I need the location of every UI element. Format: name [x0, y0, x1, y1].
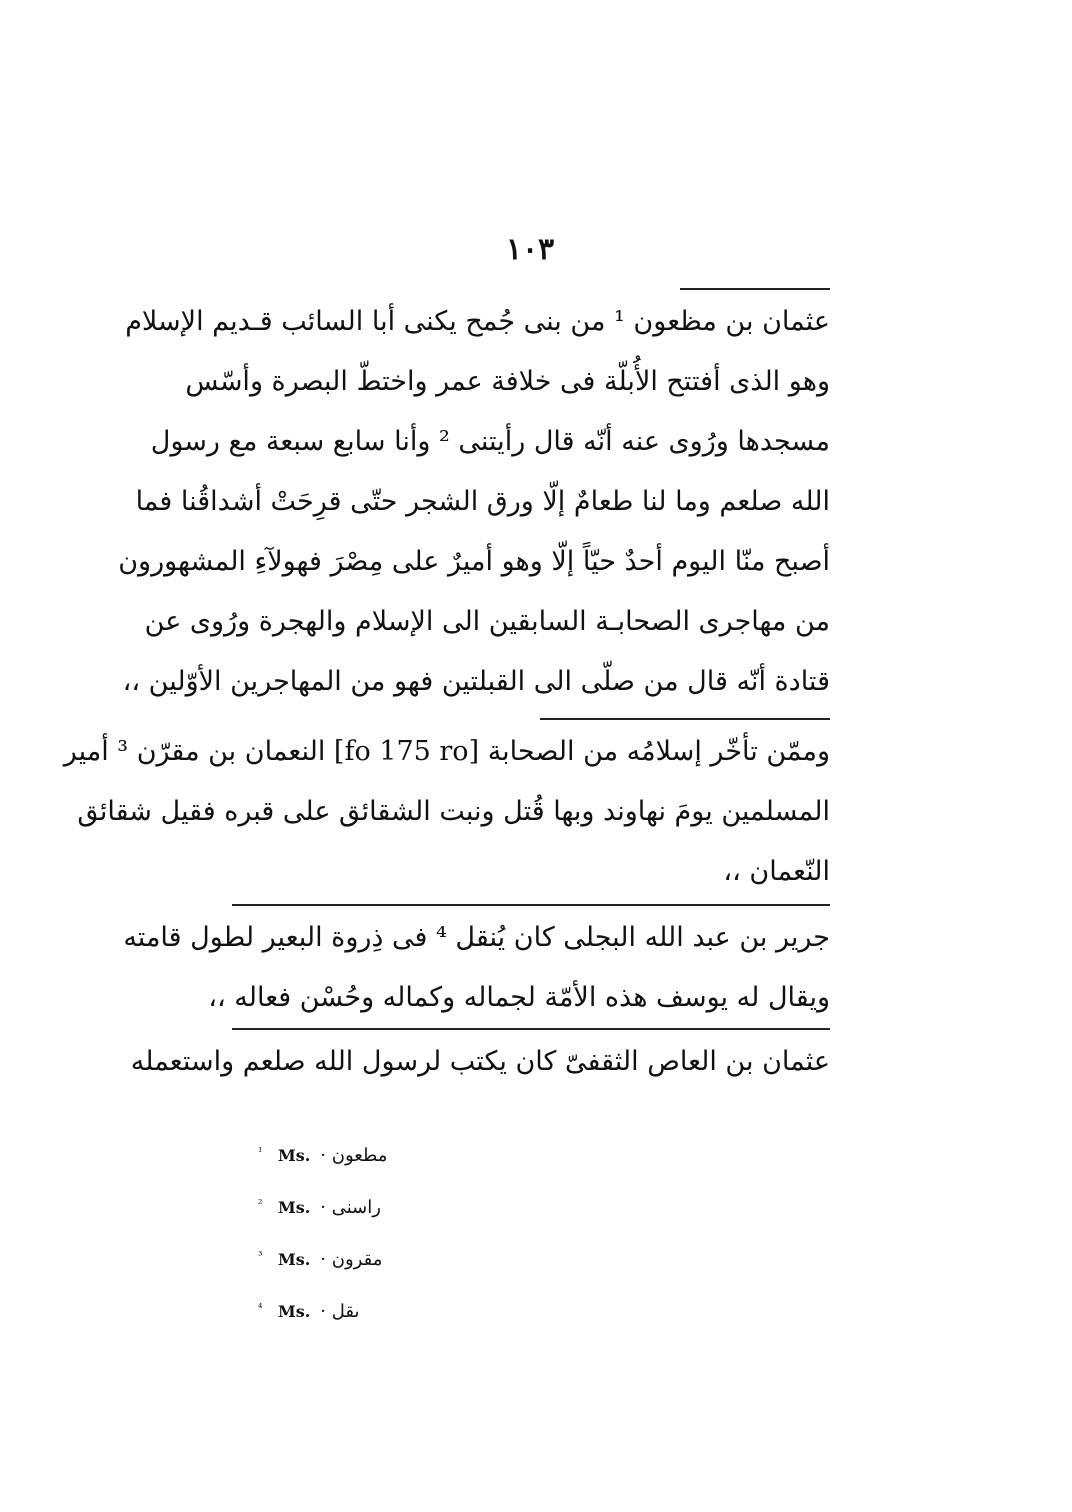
- text-line: جرير بن عبد الله البجلى كان يُنقل ⁴ فى ذِروة البعير لطول قامته: [123, 922, 830, 953]
- paragraph-numan-ibn-muqarrin: [63, 722, 830, 902]
- footnotes: [258, 1145, 558, 1353]
- footnote-number: ³: [258, 1249, 263, 1262]
- footnote-reading: ىقل ·: [320, 1301, 360, 1322]
- footnote-ms: Ms.: [278, 1250, 311, 1269]
- header-rule: [680, 288, 830, 290]
- footnote-reading: مقرون ·: [320, 1249, 383, 1270]
- paragraph-jarir-al-bajali: [123, 908, 830, 1028]
- text-line: عثمان بن مظعون ¹ من بنى جُمح يكنى أبا السائب قـديم الإسلام: [125, 306, 830, 337]
- section-rule: [232, 904, 830, 906]
- section-rule: [540, 718, 830, 720]
- text-line: وممّن تأخّر إسلامُه من الصحابة [fo 175 ro] النعمان بن مقرّن ³ أمير: [63, 736, 830, 767]
- text-line: قتادة أنّه قال من صلّى الى القبلتين فهو من المهاجرين الأوّلين ،،: [122, 666, 830, 697]
- text-line: أصبح منّا اليوم أحدٌ حيّاً إلّا وهو أميرٌ على مِصْرَ فهولآءِ المشهورون: [118, 546, 830, 577]
- footnote-ms: Ms.: [278, 1302, 311, 1321]
- text-line: من مهاجرى الصحابـة السابقين الى الإسلام والهجرة ورُوى عن: [144, 606, 830, 637]
- text-line: وهو الذى أفتتح الأُبلّة فى خلافة عمر واختطّ البصرة وأسّس: [185, 366, 830, 397]
- footnote-number: ⁴: [258, 1301, 263, 1314]
- text-line: مسجدها ورُوى عنه أنّه قال رأيتنى ² وأنا سابع سبعة مع رسول: [150, 426, 830, 457]
- page-number: ١٠٣: [505, 232, 555, 267]
- paragraph-uthman-ibn-al-as: [130, 1032, 830, 1092]
- text-line: عثمان بن العاص الثقفىّ كان يكتب لرسول الله صلعم واستعمله: [130, 1046, 830, 1077]
- text-line: الله صلعم وما لنا طعامٌ إلّا ورق الشجر حتّى قرِحَتْ أشداقُنا فما: [135, 486, 830, 517]
- footnote-number: ¹: [258, 1145, 263, 1158]
- footnote-number: ²: [258, 1197, 263, 1210]
- footnote: [258, 1145, 558, 1197]
- text-line: النّعمان ،،: [723, 856, 830, 887]
- footnote-ms: Ms.: [278, 1146, 311, 1165]
- footnote-reading: راسنى ·: [320, 1197, 381, 1218]
- footnote-reading: مطعون ·: [320, 1145, 388, 1166]
- text-line: ويقال له يوسف هذه الأمّة لجماله وكماله وحُسْن فعاله ،،: [208, 982, 830, 1013]
- footnote-ms: Ms.: [278, 1198, 311, 1217]
- text-line: المسلمين يومَ نهاوند وبها قُتل ونبت الشقائق على قبره فقيل شقائق: [77, 796, 830, 827]
- paragraph-uthman-ibn-mazun: [118, 292, 830, 712]
- section-rule: [232, 1028, 830, 1030]
- footnote: [258, 1197, 558, 1249]
- footnote: [258, 1249, 558, 1301]
- footnote: [258, 1301, 558, 1353]
